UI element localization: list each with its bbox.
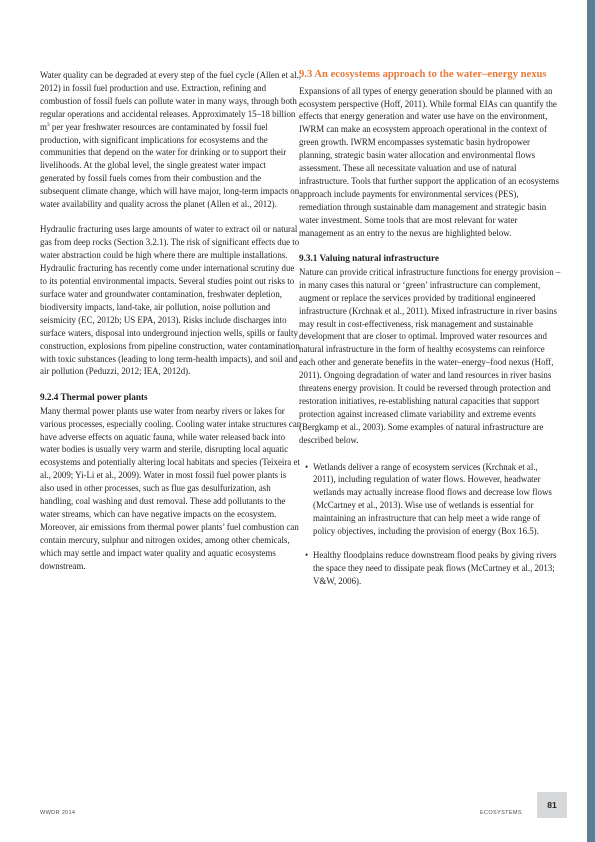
- list-item-floodplains: [299, 549, 561, 588]
- bullet-icon: •: [305, 461, 309, 472]
- right-column: [299, 69, 561, 599]
- paragraph-thermal-power-plants: Many thermal power plants use water from nearby rivers or lakes for various processes, especially cooling. Cooling water intake structures can have adverse effects on aquatic fauna, while water released back into water bodies is usually very warm and sterile, disrupting local aquatic ecosystems and potentially altering local habitats and species (Teixeira et al., 2009; Yi-Li et al., 2009). Water in most fossil fuel power plants is also used in other processes, such as flue gas desulfurization, ash handling, coal washing and dust removal. These add pollutants to the water streams, which can have negative impacts on the ecosystem. Moreover, air emissions from thermal power plants’ fuel combustion can contain mercury, sulphur and nitrogen oxides, among other chemicals, which may settle and impact water quality and aquatic ecosystems downstream.: [40, 405, 302, 571]
- paragraph-ecosystems-approach: Expansions of all types of energy generation should be planned with an ecosystem perspective (Hoff, 2011). While formal EIAs can quantify the effects that energy generation and water use have on the environment, IWRM can make an ecosystem approach operational in the context of green growth. IWRM encompasses systematic basin hydropower planning, strategic basin water allocation and environmental flows assessment. These all necessitate valuation and use of natural infrastructure. Tools that further support the application of an ecosystems approach include payments for environmental services (PES), remediation through sustainable dam management and strategic basin water investment. Some tools that are most relevant for water management as an entry to the nexus are highlighted below.: [299, 85, 559, 238]
- heading-valuing-natural-infrastructure: 9.3.1 Valuing natural infrastructure: [299, 252, 439, 263]
- natural-infrastructure-list: [299, 461, 561, 588]
- footer-chapter-title: ECOSYSTEMS: [480, 810, 522, 816]
- list-item-text: Healthy floodplains reduce downstream flood peaks by giving rivers the space they need to dissipate peak flows (McCartney et al., 2013; V&W, 2006).: [313, 550, 557, 586]
- paragraph-valuing-natural-infrastructure: Nature can provide critical infrastructure functions for energy provision – in many cases this natural or ‘green’ infrastructure can complement, augment or replace the services provided by traditional engineered infrastructure (Krchnak et al., 2011). Mixed infrastructure in river basins may result in cost-effectiveness, risk management and sustainable development that are closer to optimal. Improved water resources and natural infrastructure in the form of healthy ecosystems can reinforce each other and generate benefits in the water–energy–food nexus (Hoff, 2011). Ongoing degradation of water and land resources in river basins threatens energy provision. It could be reversed through protection and restoration initiatives, re-establishing natural capacities that support protection against increased climate variability and extreme events (Bergkamp et al., 2003). Some examples of natural infrastructure are described below.: [299, 266, 561, 445]
- heading-ecosystems-approach: 9.3 An ecosystems approach to the water–energy nexus: [299, 69, 547, 80]
- left-column: [40, 69, 302, 585]
- list-item-text: Wetlands deliver a range of ecosystem services (Krchnak et al., 2011), including regulation of water flows. However, headwater wetlands may actually increase flood flows and decrease low flows (McCartney et al., 2013). Wise use of wetlands is essential for maintaining an infrastructure that can help meet a wide range of policy objectives, including the provision of energy (Box 16.5).: [313, 461, 552, 537]
- superscript-cubed: 3: [46, 121, 50, 128]
- paragraph-fossil-fuel-water-quality: [40, 69, 302, 211]
- page-footer: [0, 792, 595, 842]
- bullet-icon: •: [305, 550, 309, 560]
- footer-report-title: WWDR 2014: [40, 810, 76, 816]
- paragraph-text: Water quality can be degraded at every step of the fuel cycle (Allen et al., 2012) in fossil fuel production and use. Extraction, refining and combustion of fossil fuels can pollute water in many ways, through both regular operations and accidental releases. Approximately 15–18 billion m: [40, 70, 301, 132]
- heading-thermal-power-plants: 9.2.4 Thermal power plants: [40, 391, 148, 402]
- page-number: 81: [537, 792, 567, 818]
- side-color-strip: [587, 0, 595, 842]
- paragraph-hydraulic-fracturing: Hydraulic fracturing uses large amounts of water to extract oil or natural gas from deep rocks (Section 3.2.1). The risk of significant effects due to water abstraction could be high where there are multiple installations. Hydraulic fracturing has recently come under international scrutiny due to its potential environmental impacts. Several studies point out risks to surface water and groundwater contamination, freshwater depletion, biodiversity impacts, land-take, air pollution, noise pollution and seismicity (EC, 2012b; US EPA, 2013). Risks include discharges into surface waters, disposal into underground injection wells, spills or faulty construction, explosions from pipeline construction, water contamination with toxic substances (leading to long term-health impacts), and soil and air pollution (Peduzzi, 2012; IEA, 2012d).: [40, 224, 300, 377]
- paragraph-text-continued: per year freshwater resources are contaminated by fossil fuel production, with significant implications for ecosystems and the communities that depend on the water for drinking or to support their livelihoods. At the global level, the single greatest water impact generated by fossil fuels comes from their combustion and the subsequent climate change, which will have major, long-term impacts on water availability and quality across the planet (Allen et al., 2012).: [40, 121, 300, 210]
- list-item-wetlands: [299, 461, 561, 538]
